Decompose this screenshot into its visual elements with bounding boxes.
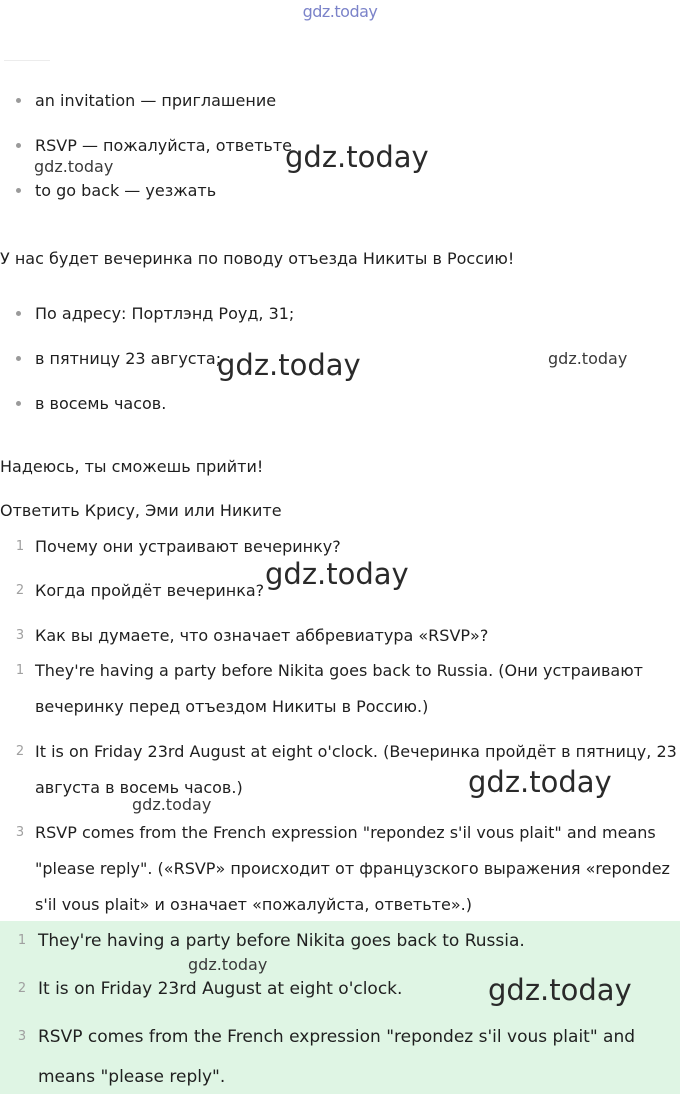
watermark: gdz.today [132,795,212,814]
watermark: gdz.today [265,557,409,591]
intro-text: У нас будет вечеринка по поводу отъезда Никиты в Россию! [0,249,515,268]
watermark: gdz.today [285,140,429,174]
answer-box: 1 They're having a party before Nikita goes back to Russia. 2 It is on Friday 23rd August at eight o'clock. 3 RSVP comes from the French expression "repondez s'il vous plait" and means "please reply". [0,921,680,1094]
watermark: gdz.today [34,157,114,176]
bullet-icon [16,356,21,361]
watermark: gdz.today [488,973,632,1007]
bullet-icon [16,311,21,316]
divider [4,60,50,61]
watermark: gdz.today [188,955,268,974]
watermark: gdz.today [468,765,612,799]
bullet-icon [16,401,21,406]
bullet-icon [16,188,21,193]
bullet-icon [16,143,21,148]
hope-text: Надеюсь, ты сможешь прийти! [0,457,264,476]
bullet-icon [16,98,21,103]
top-watermark: gdz.today [302,2,378,21]
watermark: gdz.today [217,348,361,382]
reply-text: Ответить Крису, Эми или Никите [0,501,282,520]
watermark: gdz.today [548,349,628,368]
